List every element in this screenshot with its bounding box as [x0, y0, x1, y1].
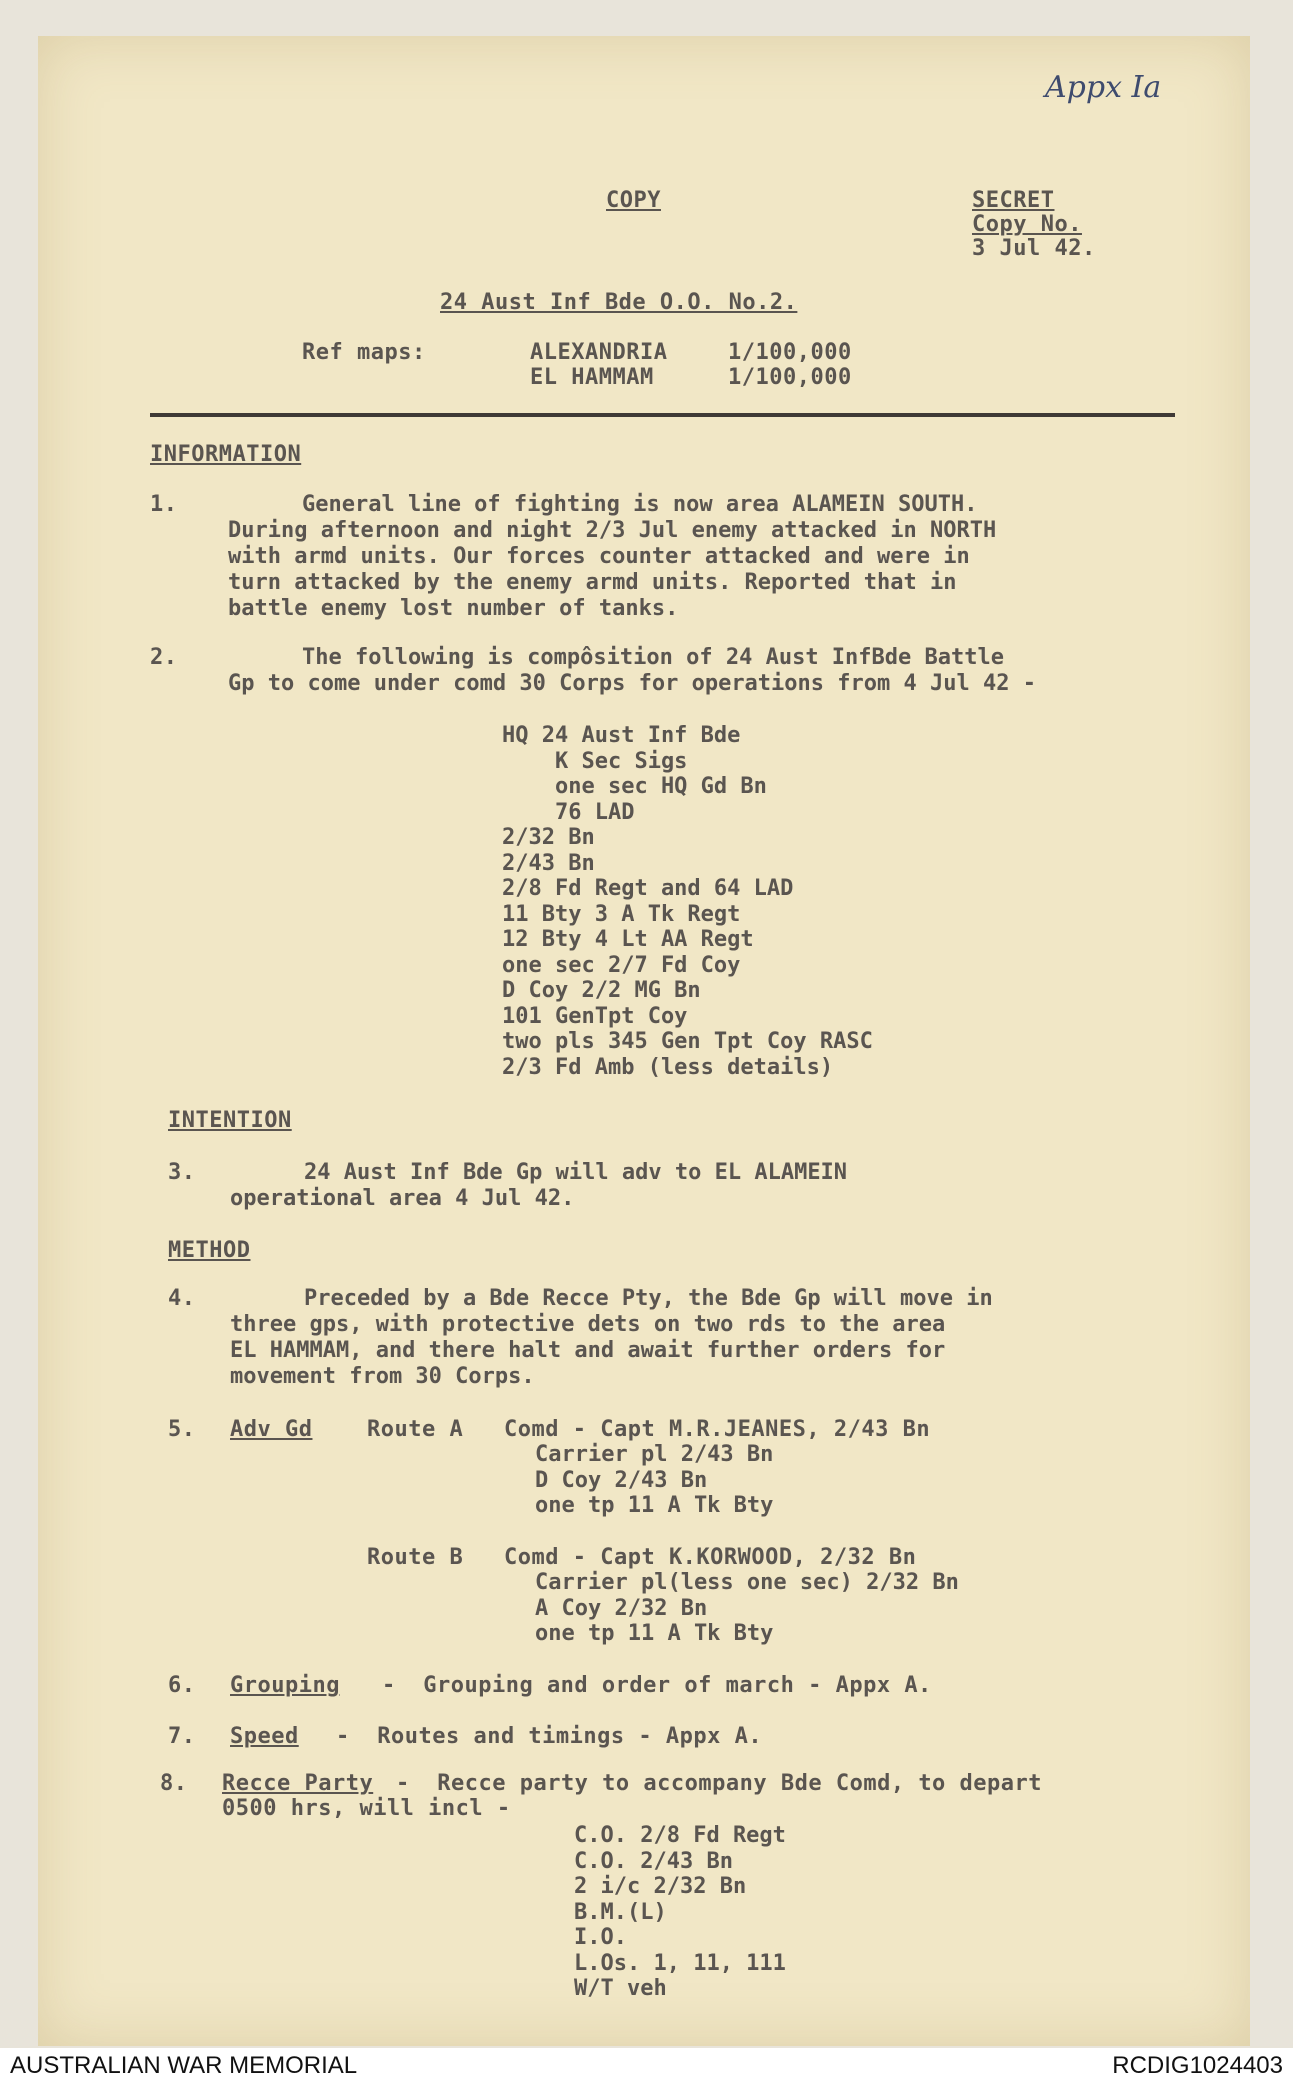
- list-item: 2/32 Bn: [502, 825, 595, 850]
- list-item: L.Os. 1, 11, 111: [574, 1950, 786, 1976]
- para-number: 2.: [150, 645, 178, 670]
- route-b-comd: Comd - Capt K.KORWOOD, 2/32 Bn: [504, 1545, 917, 1570]
- map-scale: 1/100,000: [728, 365, 852, 390]
- list-item: 2 i/c 2/32 Bn: [574, 1874, 747, 1899]
- list-item: one sec 2/7 Fd Coy: [502, 952, 741, 978]
- list-item: K Sec Sigs: [502, 748, 688, 774]
- para-number: 3.: [168, 1160, 196, 1185]
- horizontal-rule: [150, 413, 1175, 417]
- map-name: ALEXANDRIA: [530, 340, 668, 365]
- route-a-list: [535, 1442, 773, 1519]
- para-6-text: - Grouping and order of march - Appx A.: [382, 1673, 932, 1698]
- map-scale: 1/100,000: [728, 340, 852, 365]
- list-item: 12 Bty 4 Lt AA Regt: [502, 927, 754, 952]
- copy-label: COPY: [606, 188, 661, 213]
- recce-party-heading: Recce Party: [222, 1771, 374, 1796]
- para-number: 1.: [150, 492, 178, 517]
- archive-name: AUSTRALIAN WAR MEMORIAL: [10, 2052, 358, 2079]
- list-item: W/T veh: [574, 1976, 667, 2001]
- list-item: 76 LAD: [502, 799, 635, 825]
- copy-no-label: Copy No.: [972, 212, 1082, 237]
- list-item: D Coy 2/2 MG Bn: [502, 978, 701, 1003]
- para-1-text: General line of fighting is now area ALAMEIN SOUTH. During afternoon and night 2/3 Jul enemy attacked in NORTH with armd units. Our forces counter attacked and were in turn attacked by the enemy armd units. Reported that in battle enemy lost number of tanks.: [228, 492, 997, 621]
- handwritten-note: Appx Ia: [1045, 70, 1162, 105]
- grouping-heading: Grouping: [230, 1673, 340, 1698]
- para-number: 6.: [168, 1673, 196, 1698]
- para-number: 7.: [168, 1724, 196, 1749]
- archive-reference: RCDIG1024403: [1112, 2052, 1283, 2079]
- list-item: Carrier pl(less one sec) 2/32 Bn: [535, 1570, 959, 1595]
- para-8-text-cont: 0500 hrs, will incl -: [222, 1796, 511, 1821]
- para-2-text: The following is compôsition of 24 Aust InfBde Battle Gp to come under comd 30 Corps for operations from 4 Jul 42 -: [228, 645, 1036, 696]
- recce-party-list: [574, 1823, 786, 2002]
- list-item: B.M.(L): [574, 1899, 667, 1925]
- adv-gd-heading: Adv Gd: [230, 1417, 313, 1442]
- battle-group-unit-list: [502, 723, 873, 1080]
- speed-heading: Speed: [230, 1724, 299, 1749]
- route-a-comd: Comd - Capt M.R.JEANES, 2/43 Bn: [504, 1417, 931, 1442]
- list-item: A Coy 2/32 Bn: [535, 1595, 708, 1621]
- para-8-text: - Recce party to accompany Bde Comd, to depart: [396, 1771, 1043, 1796]
- map-name: EL HAMMAM: [530, 365, 654, 390]
- order-title: 24 Aust Inf Bde O.O. No.2.: [440, 290, 798, 315]
- list-item: 2/43 Bn: [502, 850, 595, 876]
- secret-label: SECRET: [972, 188, 1055, 213]
- route-b-list: [535, 1570, 959, 1647]
- archive-footer: [0, 2048, 1293, 2082]
- order-date: 3 Jul 42.: [972, 236, 1096, 261]
- list-item: 11 Bty 3 A Tk Regt: [502, 901, 741, 927]
- para-number: 5.: [168, 1417, 196, 1442]
- section-heading-method: METHOD: [168, 1238, 251, 1263]
- para-number: 4.: [168, 1286, 196, 1311]
- list-item: C.O. 2/8 Fd Regt: [574, 1823, 786, 1848]
- list-item: one sec HQ Gd Bn: [502, 774, 767, 799]
- para-4-text: Preceded by a Bde Recce Pty, the Bde Gp will move in three gps, with protective dets on two rds to the area EL HAMMAM, and there halt and await further orders for movement from 30 Corps.: [230, 1286, 993, 1389]
- section-heading-information: INFORMATION: [150, 442, 302, 467]
- list-item: D Coy 2/43 Bn: [535, 1467, 708, 1493]
- para-number: 8.: [160, 1771, 188, 1796]
- list-item: C.O. 2/43 Bn: [574, 1848, 733, 1874]
- para-3-text: 24 Aust Inf Bde Gp will adv to EL ALAMEIN operational area 4 Jul 42.: [230, 1160, 848, 1211]
- route-a-label: Route A: [367, 1417, 464, 1442]
- list-item: two pls 345 Gen Tpt Coy RASC: [502, 1029, 873, 1054]
- list-item: HQ 24 Aust Inf Bde: [502, 723, 741, 748]
- list-item: one tp 11 A Tk Bty: [535, 1493, 774, 1518]
- list-item: 2/3 Fd Amb (less details): [502, 1054, 834, 1080]
- list-item: I.O.: [574, 1925, 627, 1950]
- para-7-text: - Routes and timings - Appx A.: [336, 1724, 763, 1749]
- list-item: 2/8 Fd Regt and 64 LAD: [502, 876, 794, 901]
- section-heading-intention: INTENTION: [168, 1108, 292, 1133]
- list-item: 101 GenTpt Coy: [502, 1003, 688, 1029]
- ref-maps-label: Ref maps:: [302, 340, 426, 365]
- list-item: one tp 11 A Tk Bty: [535, 1621, 774, 1646]
- list-item: Carrier pl 2/43 Bn: [535, 1442, 774, 1467]
- route-b-label: Route B: [367, 1545, 464, 1570]
